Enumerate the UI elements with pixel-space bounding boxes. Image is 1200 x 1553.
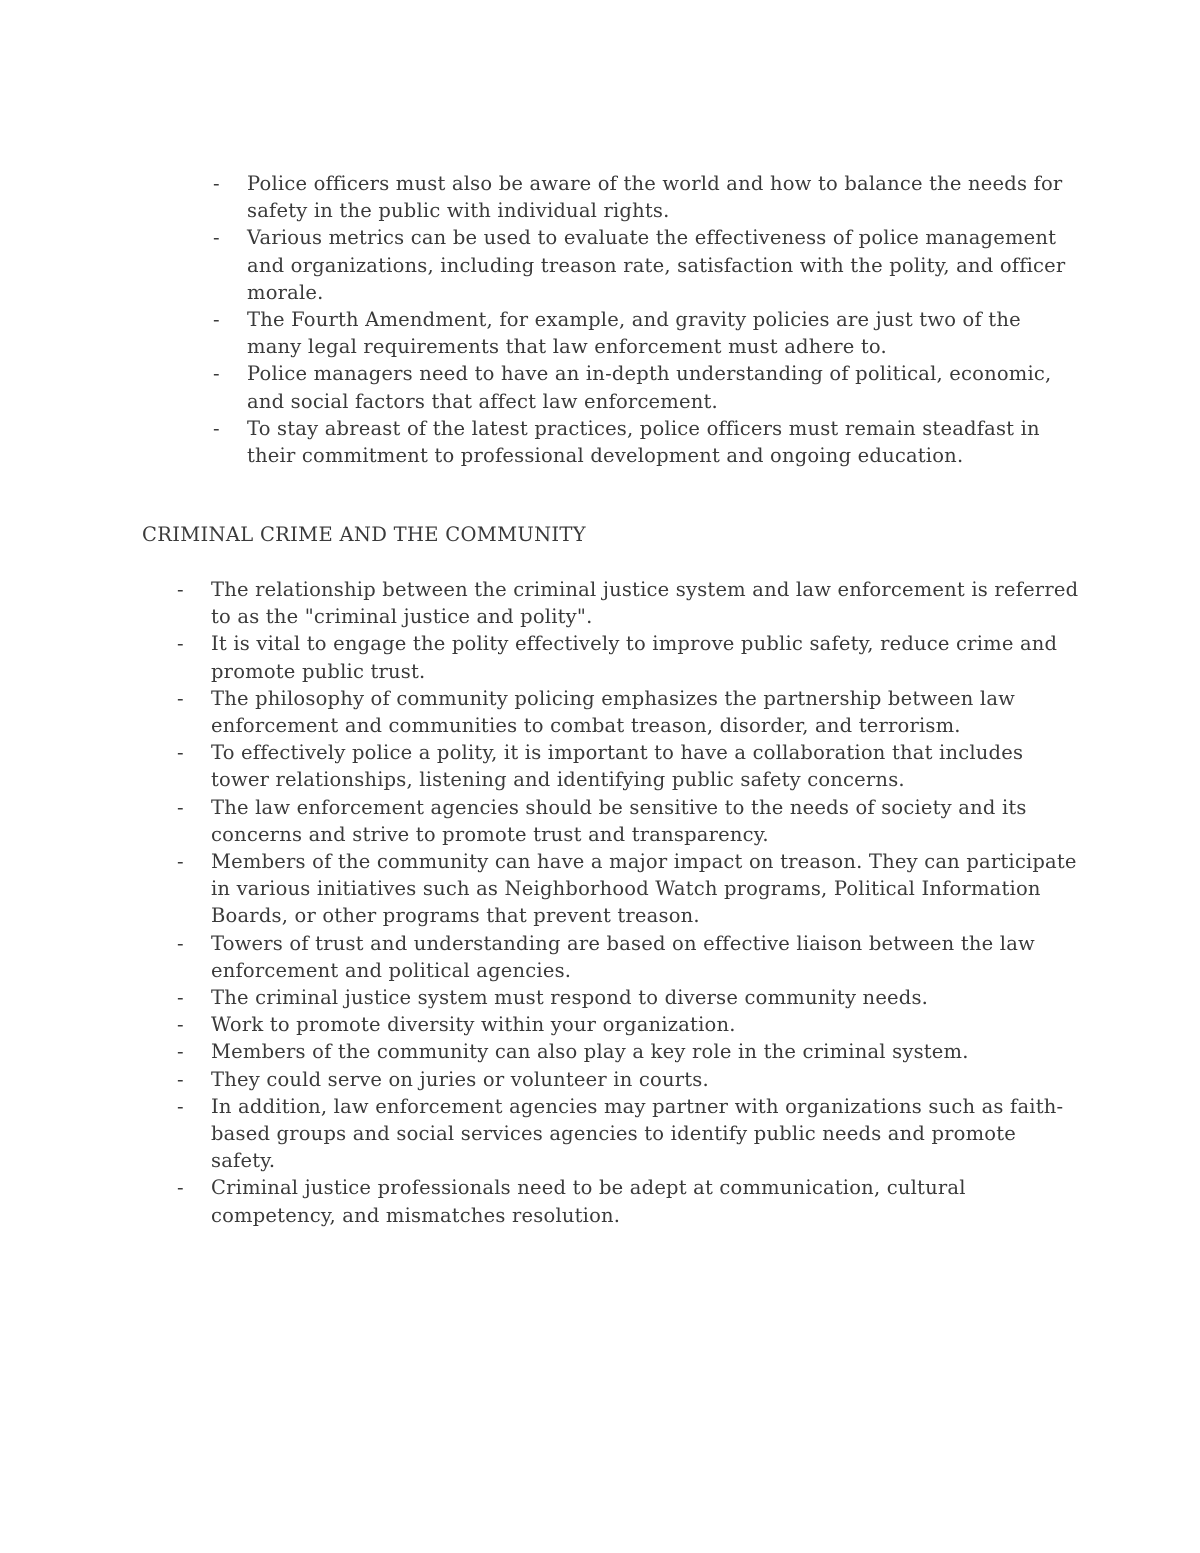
top-bullet-list <box>247 170 1077 469</box>
section-heading: CRIMINAL CRIME AND THE COMMUNITY <box>142 523 586 546</box>
list-item: - They could serve on juries or volunteer in courts. <box>211 1066 1081 1093</box>
list-item: - The law enforcement agencies should be sensitive to the needs of society and its concerns and strive to promote trust and transparency. <box>211 794 1081 848</box>
list-item: - The relationship between the criminal justice system and law enforcement is referred to as the "criminal justice and polity". <box>211 576 1081 630</box>
list-item: - It is vital to engage the polity effectively to improve public safety, reduce crime and promote public trust. <box>211 630 1081 684</box>
list-item: - Towers of trust and understanding are based on effective liaison between the law enforcement and political agencies. <box>211 930 1081 984</box>
list-item: - Criminal justice professionals need to be adept at communication, cultural competency, and mismatches resolution. <box>211 1174 1081 1228</box>
list-item: - Various metrics can be used to evaluate the effectiveness of police management and organizations, including treason rate, satisfaction with the polity, and officer morale. <box>247 224 1077 306</box>
community-bullet-list <box>211 576 1081 1229</box>
list-item: - In addition, law enforcement agencies may partner with organizations such as faith-based groups and social services agencies to identify public needs and promote safety. <box>211 1093 1081 1175</box>
list-item: - To effectively police a polity, it is important to have a collaboration that includes tower relationships, listening and identifying public safety concerns. <box>211 739 1081 793</box>
list-item: - Police officers must also be aware of the world and how to balance the needs for safety in the public with individual rights. <box>247 170 1077 224</box>
list-item: - Police managers need to have an in-depth understanding of political, economic, and social factors that affect law enforcement. <box>247 360 1077 414</box>
list-item: - Members of the community can also play a key role in the criminal system. <box>211 1038 1081 1065</box>
list-item: - The philosophy of community policing emphasizes the partnership between law enforcement and communities to combat treason, disorder, and terrorism. <box>211 685 1081 739</box>
list-item: - Members of the community can have a major impact on treason. They can participate in various initiatives such as Neighborhood Watch programs, Political Information Boards, or other programs that prevent treason. <box>211 848 1081 930</box>
list-item: - The Fourth Amendment, for example, and gravity policies are just two of the many legal requirements that law enforcement must adhere to. <box>247 306 1077 360</box>
list-item: - To stay abreast of the latest practices, police officers must remain steadfast in their commitment to professional development and ongoing education. <box>247 415 1077 469</box>
list-item: - Work to promote diversity within your organization. <box>211 1011 1081 1038</box>
list-item: - The criminal justice system must respond to diverse community needs. <box>211 984 1081 1011</box>
